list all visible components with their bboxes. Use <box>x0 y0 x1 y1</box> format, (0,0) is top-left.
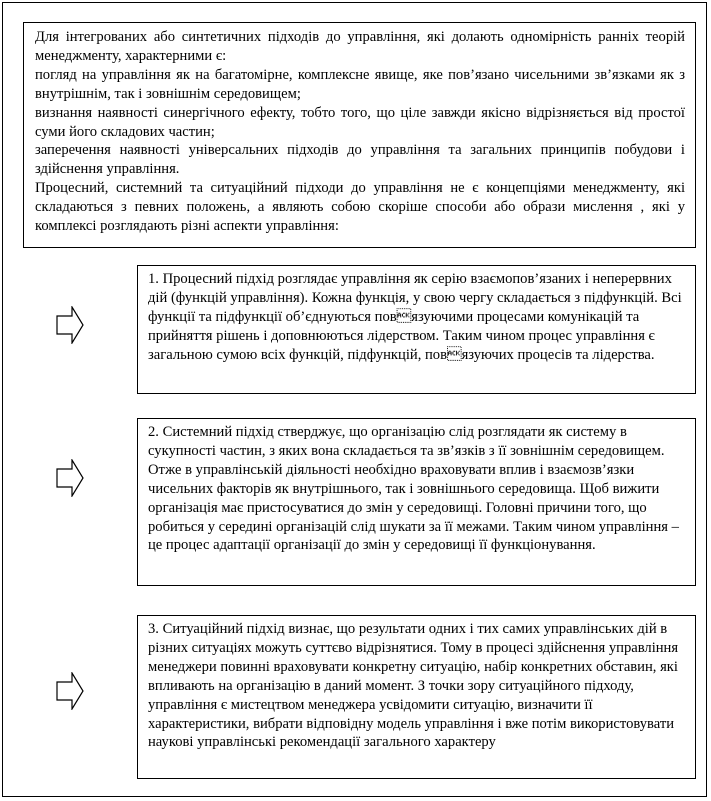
intro-paragraph: Для інтегрованих або синтетичних підходів до управління, які долають одномірність ранніх теорій менеджменту, характерними є: <box>35 29 685 64</box>
page-frame <box>2 2 707 797</box>
intro-paragraph: погляд на управління як на багатомірне, комплексне явище, яке пов’язано чисельними зв’язками як з внутрішнім, так і зовнішнім середовищем; <box>35 66 685 102</box>
system-approach-card <box>137 418 696 586</box>
intro-paragraph: визнання наявності синергічного ефекту, тобто того, що ціле завжди якісно відрізняється від простої суми його складових частин; <box>35 104 685 140</box>
intro-paragraph: заперечення наявності універсальних підходів до управління та загальних принципів побудови і здійснення управління. <box>35 142 685 178</box>
right-arrow-icon <box>56 459 84 497</box>
situational-approach-card <box>137 615 696 779</box>
approach-text: 3. Ситуаційний підхід визнає, що результати одних і тих самих управлінських дій в різних ситуаціях можуть суттєво відрізнятися. Тому в процесі здійснення управління менеджери повинні враховувати конкретну ситуацію, набір конкретних обставин, які впливають на організацію в даний момент. З точки зору ситуаційного підходу, управління є мистецтвом менеджера усвідомити ситуацію, визначити її характеристики, вибрати відповідну модель управління і вже потім використовувати наукові управлінські рекомендації загального характеру <box>148 621 679 751</box>
approach-text: 1. Процесний підхід розглядає управління як серію взаємопов’язаних і неперервних дій (функцій управління). Кожна функція, у свою чергу складається з підфункцій. Всі функції та підфункції об’єднуються повязуючими процесами комунікацій та прийняття рішень і доповнюються лідерством. Таким чином процес управління є загальною сумою всіх функцій, підфункцій, повязуючих процесів та лідерства. <box>148 271 682 363</box>
process-approach-card <box>137 265 696 394</box>
approach-text: 2. Системний підхід стверджує, що організацію слід розглядати як систему в сукупності частин, з яких вона складається та зв’язків з її зовнішнім середовищем. Отже в управлінській діяльності необхідно враховувати вплив і взаємозв’язки чисельних факторів як внутрішнього, так і зовнішнього середовища. Щоб вижити організація має пристосуватися до змін у середовищі. Головні причини того, що робиться у середині організацій слід шукати за її межами. Таким чином управління – це процес адаптації організації до змін у середовищі її функціонування. <box>148 424 679 554</box>
right-arrow-icon <box>56 306 84 344</box>
intro-box <box>23 22 696 248</box>
intro-paragraph: Процесний, системний та ситуаційний підходи до управління не є концепціями менеджменту, які складаються з певних положень, а являють собою скоріше способи або образи мислення , які у комплексі розглядають різні аспекти управління: <box>35 180 685 235</box>
right-arrow-icon <box>56 672 84 710</box>
